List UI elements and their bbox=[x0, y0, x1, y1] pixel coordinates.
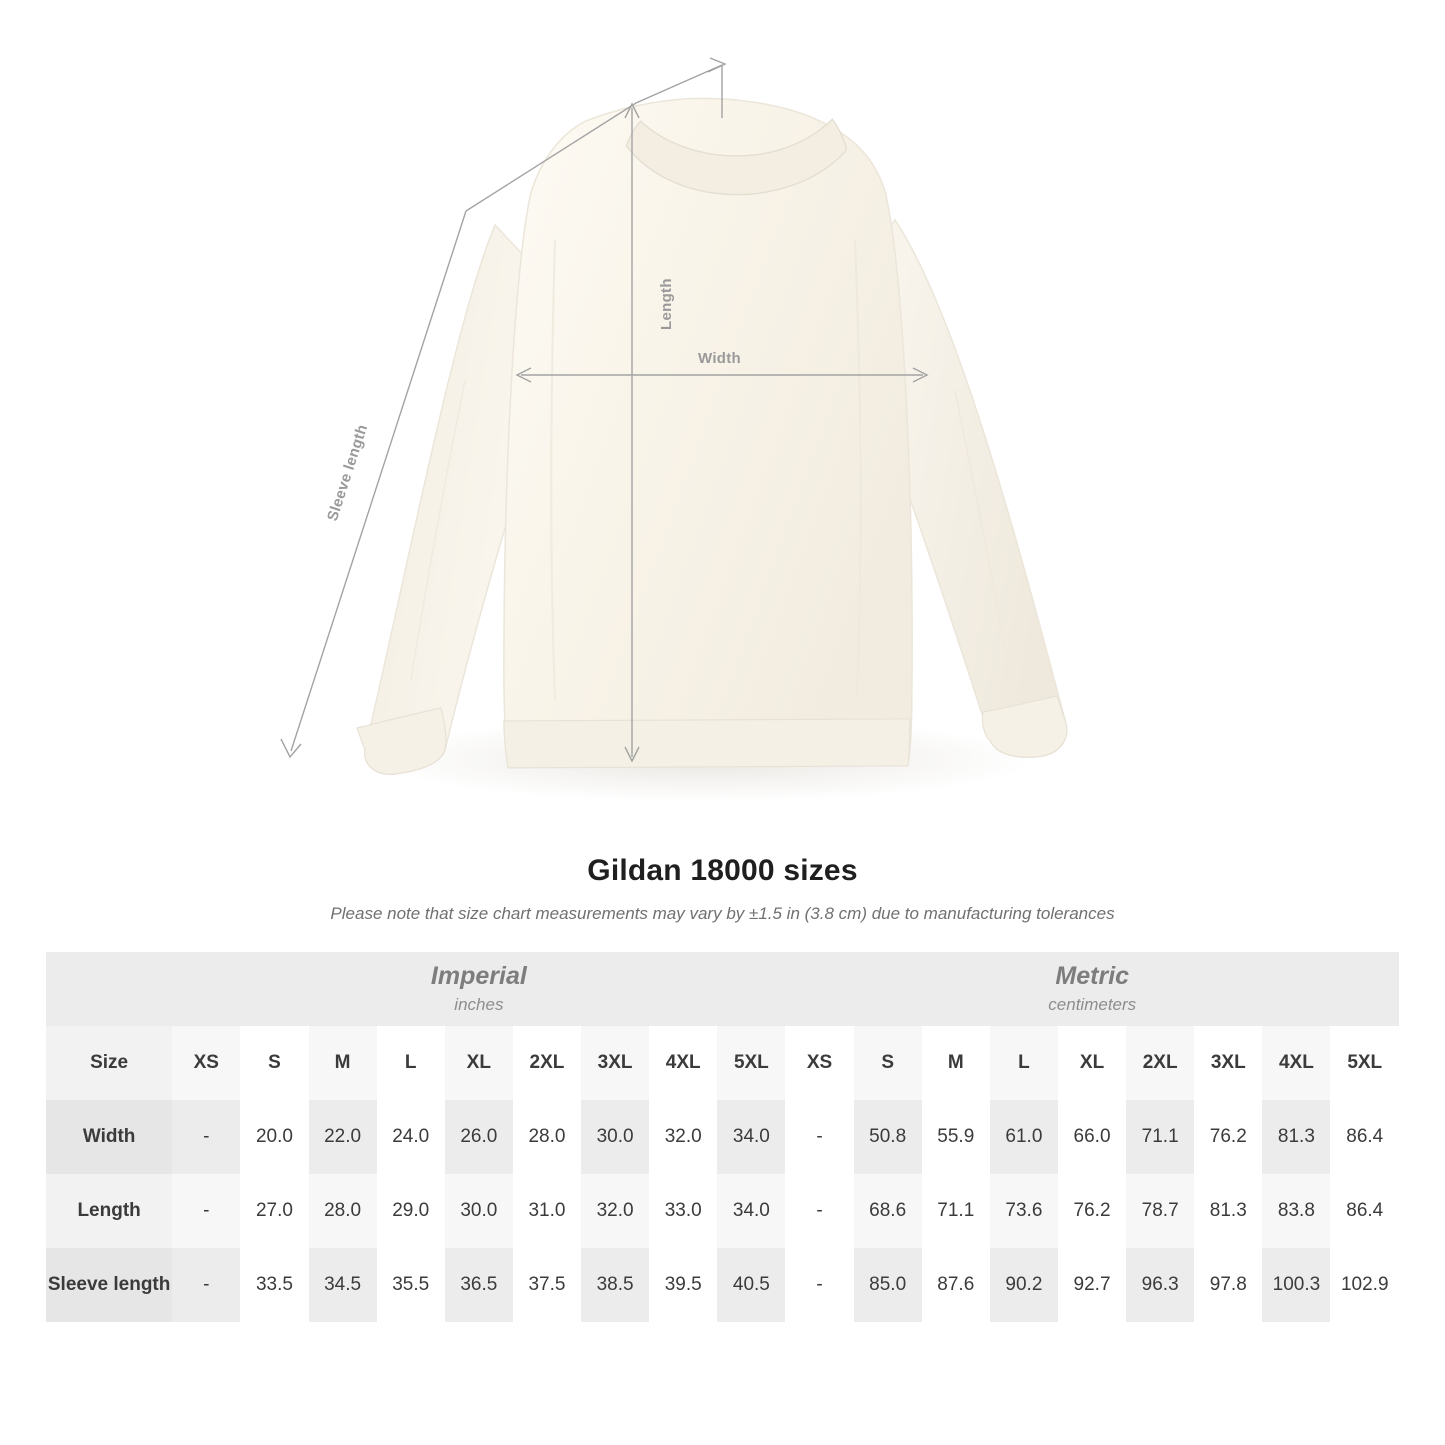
length-4xl-cm: 83.8 bbox=[1262, 1174, 1330, 1248]
width-2xl-cm: 71.1 bbox=[1126, 1100, 1194, 1174]
length-3xl-cm: 81.3 bbox=[1194, 1174, 1262, 1248]
width-xs-in: - bbox=[172, 1100, 240, 1174]
col-header-3xl-metric: 3XL bbox=[1194, 1026, 1262, 1100]
width-xs-cm: - bbox=[785, 1100, 853, 1174]
width-dimension-label: Width bbox=[698, 350, 742, 367]
col-header-xl-metric: XL bbox=[1058, 1026, 1126, 1100]
col-header-s-metric: S bbox=[854, 1026, 922, 1100]
col-header-2xl-metric: 2XL bbox=[1126, 1026, 1194, 1100]
length-2xl-in: 31.0 bbox=[513, 1174, 581, 1248]
unit-header-spacer bbox=[46, 952, 172, 1026]
metric-title: Metric bbox=[1055, 961, 1130, 990]
col-header-xl-imperial: XL bbox=[445, 1026, 513, 1100]
sleeve-l-cm: 90.2 bbox=[990, 1248, 1058, 1322]
length-m-in: 28.0 bbox=[309, 1174, 377, 1248]
length-l-in: 29.0 bbox=[377, 1174, 445, 1248]
sleeve-xs-in: - bbox=[172, 1248, 240, 1322]
col-header-m-imperial: M bbox=[309, 1026, 377, 1100]
length-xs-cm: - bbox=[785, 1174, 853, 1248]
col-header-4xl-metric: 4XL bbox=[1262, 1026, 1330, 1100]
length-dimension-label: Length bbox=[658, 278, 675, 330]
row-label-sleeve-length: Sleeve length bbox=[46, 1248, 172, 1322]
sleeve-2xl-in: 37.5 bbox=[513, 1248, 581, 1322]
width-l-in: 24.0 bbox=[377, 1100, 445, 1174]
width-5xl-in: 34.0 bbox=[717, 1100, 785, 1174]
col-header-3xl-imperial: 3XL bbox=[581, 1026, 649, 1100]
tolerance-note: Please note that size chart measurements may vary by ±1.5 in (3.8 cm) due to manufacturing tolerances bbox=[330, 904, 1115, 923]
length-xl-in: 30.0 bbox=[445, 1174, 513, 1248]
width-s-in: 20.0 bbox=[240, 1100, 308, 1174]
sleeve-3xl-in: 38.5 bbox=[581, 1248, 649, 1322]
sleeve-m-cm: 87.6 bbox=[922, 1248, 990, 1322]
imperial-subtitle: inches bbox=[454, 994, 504, 1014]
table-row bbox=[46, 1174, 1399, 1248]
col-header-xs-metric: XS bbox=[785, 1026, 853, 1100]
width-m-in: 22.0 bbox=[309, 1100, 377, 1174]
sleeve-5xl-cm: 102.9 bbox=[1330, 1248, 1399, 1322]
sleeve-3xl-cm: 97.8 bbox=[1194, 1248, 1262, 1322]
col-header-m-metric: M bbox=[922, 1026, 990, 1100]
sleeve-xs-cm: - bbox=[785, 1248, 853, 1322]
row-label-width: Width bbox=[46, 1100, 172, 1174]
width-4xl-cm: 81.3 bbox=[1262, 1100, 1330, 1174]
width-2xl-in: 28.0 bbox=[513, 1100, 581, 1174]
metric-subtitle: centimeters bbox=[1048, 994, 1137, 1014]
sleeve-length-dimension-label: Sleeve length bbox=[324, 422, 372, 524]
imperial-title: Imperial bbox=[430, 961, 527, 990]
length-s-in: 27.0 bbox=[240, 1174, 308, 1248]
width-xl-cm: 66.0 bbox=[1058, 1100, 1126, 1174]
table-row bbox=[46, 1248, 1399, 1322]
length-s-cm: 68.6 bbox=[854, 1174, 922, 1248]
col-header-4xl-imperial: 4XL bbox=[649, 1026, 717, 1100]
width-3xl-cm: 76.2 bbox=[1194, 1100, 1262, 1174]
sleeve-xl-in: 36.5 bbox=[445, 1248, 513, 1322]
width-m-cm: 55.9 bbox=[922, 1100, 990, 1174]
sleeve-4xl-cm: 100.3 bbox=[1262, 1248, 1330, 1322]
width-l-cm: 61.0 bbox=[990, 1100, 1058, 1174]
sleeve-xl-cm: 92.7 bbox=[1058, 1248, 1126, 1322]
size-header-label: Size bbox=[46, 1026, 172, 1100]
unit-header-row bbox=[46, 952, 1399, 1026]
col-header-5xl-metric: 5XL bbox=[1330, 1026, 1399, 1100]
metric-group-header bbox=[785, 952, 1399, 1026]
size-table-wrapper bbox=[46, 952, 1399, 1322]
col-header-l-metric: L bbox=[990, 1026, 1058, 1100]
col-header-xs-imperial: XS bbox=[172, 1026, 240, 1100]
length-xs-in: - bbox=[172, 1174, 240, 1248]
size-header-row bbox=[46, 1026, 1399, 1100]
width-4xl-in: 32.0 bbox=[649, 1100, 717, 1174]
col-header-s-imperial: S bbox=[240, 1026, 308, 1100]
sleeve-s-in: 33.5 bbox=[240, 1248, 308, 1322]
sweatshirt-icon bbox=[255, 60, 1135, 800]
page-title: Gildan 18000 sizes bbox=[587, 854, 858, 887]
length-5xl-cm: 86.4 bbox=[1330, 1174, 1399, 1248]
length-3xl-in: 32.0 bbox=[581, 1174, 649, 1248]
size-table bbox=[46, 952, 1399, 1322]
sweatshirt-image bbox=[255, 60, 1135, 800]
width-5xl-cm: 86.4 bbox=[1330, 1100, 1399, 1174]
length-5xl-in: 34.0 bbox=[717, 1174, 785, 1248]
sleeve-l-in: 35.5 bbox=[377, 1248, 445, 1322]
length-l-cm: 73.6 bbox=[990, 1174, 1058, 1248]
col-header-l-imperial: L bbox=[377, 1026, 445, 1100]
col-header-2xl-imperial: 2XL bbox=[513, 1026, 581, 1100]
row-label-length: Length bbox=[46, 1174, 172, 1248]
title-block bbox=[0, 854, 1445, 924]
sleeve-m-in: 34.5 bbox=[309, 1248, 377, 1322]
table-row bbox=[46, 1100, 1399, 1174]
col-header-5xl-imperial: 5XL bbox=[717, 1026, 785, 1100]
length-4xl-in: 33.0 bbox=[649, 1174, 717, 1248]
length-xl-cm: 76.2 bbox=[1058, 1174, 1126, 1248]
imperial-group-header bbox=[172, 952, 785, 1026]
sleeve-s-cm: 85.0 bbox=[854, 1248, 922, 1322]
length-2xl-cm: 78.7 bbox=[1126, 1174, 1194, 1248]
width-s-cm: 50.8 bbox=[854, 1100, 922, 1174]
sleeve-4xl-in: 39.5 bbox=[649, 1248, 717, 1322]
sleeve-2xl-cm: 96.3 bbox=[1126, 1248, 1194, 1322]
width-xl-in: 26.0 bbox=[445, 1100, 513, 1174]
sleeve-5xl-in: 40.5 bbox=[717, 1248, 785, 1322]
width-3xl-in: 30.0 bbox=[581, 1100, 649, 1174]
length-m-cm: 71.1 bbox=[922, 1174, 990, 1248]
